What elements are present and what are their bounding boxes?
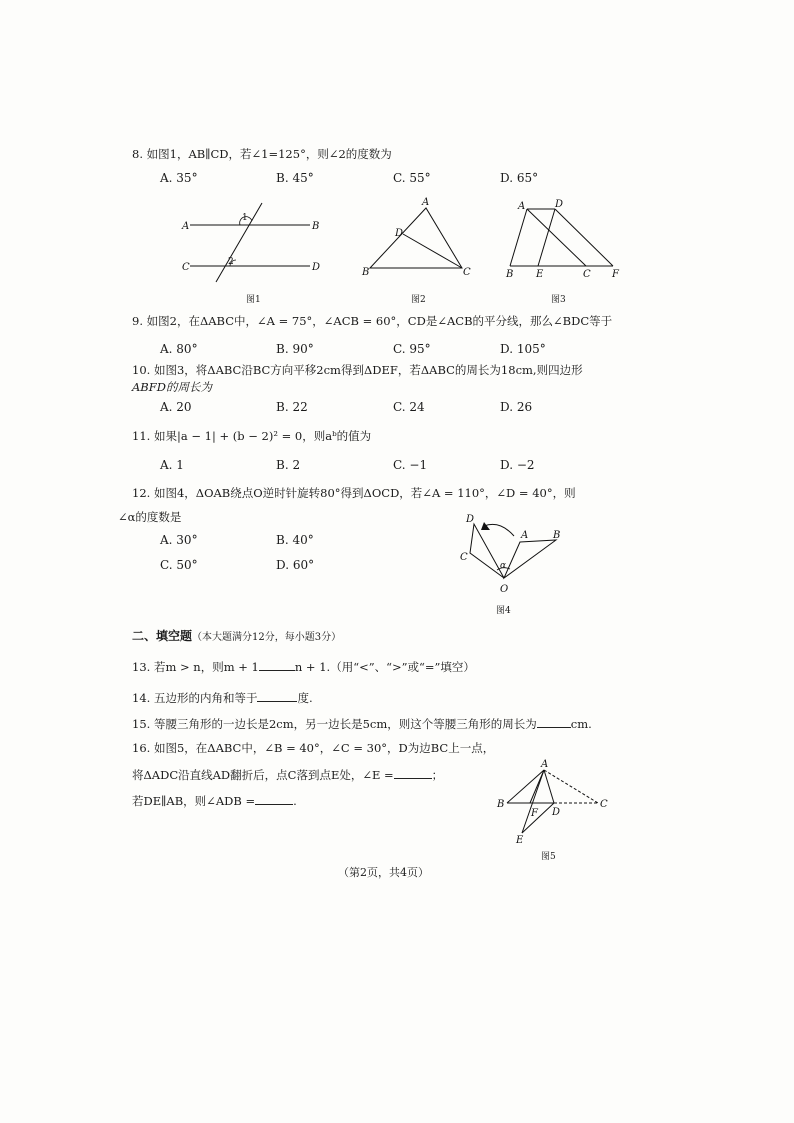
q16-angle-e-blank[interactable] (394, 766, 432, 779)
fig3-label-e: E (536, 269, 544, 280)
fig4-label-c: C (460, 552, 468, 563)
fig3-label-d: D (555, 199, 564, 210)
q16-angle-adb-blank[interactable] (255, 792, 293, 805)
q8-option-b: B. 45° (276, 171, 314, 185)
fig1-label-2: 2 (228, 257, 234, 267)
fig2-caption: 图2 (411, 295, 426, 305)
fig2-label-d: D (395, 228, 404, 239)
q16-line1: 16. 如图5，在ΔABC中，∠B = 40°，∠C = 30°，D为边BC上一点， (132, 741, 495, 755)
fig1-label-1: 1 (242, 213, 248, 223)
fig2-label-c: C (463, 267, 471, 278)
q10-stem-line2: ABFD的周长为 (132, 380, 212, 394)
fig4-caption: 图4 (496, 606, 511, 616)
fig3-label-f: F (612, 269, 619, 280)
fig5-label-f: F (531, 808, 538, 819)
fig4-label-a: A (521, 530, 529, 541)
q9-stem: 9. 如图2，在ΔABC中，∠A = 75°，∠ACB = 60°，CD是∠ACB的平分线，那么∠BDC等于 (132, 314, 613, 328)
q13-after: n + 1.（用“<”、“>”或“=”填空） (294, 660, 475, 674)
q12-stem-line2: ∠α的度数是 (118, 510, 182, 524)
q16-line2 (132, 766, 443, 783)
q10-option-b: B. 22 (276, 400, 308, 414)
fig1-caption: 图1 (246, 295, 261, 305)
fig4-label-o: O (500, 584, 509, 595)
q12-option-d: D. 60° (276, 558, 315, 572)
q13-answer-blank[interactable] (259, 658, 295, 671)
q13 (132, 658, 475, 675)
q12-option-c: C. 50° (160, 558, 198, 572)
q9-option-d: D. 105° (500, 342, 546, 356)
q15-before: 15. 等腰三角形的一边长是2cm，另一边长是5cm，则这个等腰三角形的周长为 (132, 717, 537, 731)
fig5-label-e: E (516, 835, 524, 846)
fig4-label-alpha: α (500, 561, 507, 571)
q9-option-b: B. 90° (276, 342, 314, 356)
fig4-label-d: D (466, 514, 475, 525)
fig1-label-a: A (182, 221, 190, 232)
fig1-label-d: D (312, 262, 321, 273)
q9-option-c: C. 95° (393, 342, 431, 356)
q13-before: 13. 若m > n，则m + 1 (132, 660, 259, 674)
q9-option-a: A. 80° (160, 342, 198, 356)
q11-option-d: D. −2 (500, 458, 535, 472)
q15-answer-blank[interactable] (537, 715, 571, 728)
fig2-label-b: B (362, 267, 370, 278)
fig5-caption: 图5 (541, 852, 556, 862)
fig3-caption: 图3 (551, 295, 566, 305)
q8-option-c: C. 55° (393, 171, 431, 185)
q14-answer-blank[interactable] (257, 689, 297, 702)
fig1-label-b: B (312, 221, 320, 232)
q10-option-a: A. 20 (160, 400, 192, 414)
fig5-label-b: B (497, 799, 505, 810)
fig5-label-c: C (600, 799, 608, 810)
q12-option-b: B. 40° (276, 533, 314, 547)
page-footer: （第2页，共4页） (338, 866, 429, 879)
q16-line3 (132, 792, 297, 809)
q14 (132, 689, 313, 706)
fig5-label-d: D (552, 807, 561, 818)
fig2-label-a: A (422, 197, 430, 208)
q16-line3-before: 若DE∥AB，则∠ADB = (132, 794, 256, 808)
section-2-title: 二、填空题 (132, 629, 193, 643)
q14-before: 14. 五边形的内角和等于 (132, 691, 258, 705)
q8-stem: 8. 如图1，AB∥CD，若∠1=125°，则∠2的度数为 (132, 147, 392, 161)
q10-option-c: C. 24 (393, 400, 425, 414)
q16-line3-after: . (293, 794, 297, 808)
fig3-label-b: B (506, 269, 514, 280)
section-2-note: （本大题满分12分，每小题3分） (192, 632, 342, 643)
q15 (132, 715, 592, 732)
q10-stem-line1: 10. 如图3，将ΔABC沿BC方向平移2cm得到ΔDEF，若ΔABC的周长为18cm,则四边形 (132, 363, 583, 377)
q11-stem: 11. 如果|a − 1| + (b − 2)² = 0，则aᵇ的值为 (132, 429, 372, 443)
fig1-label-c: C (182, 262, 190, 273)
q16-line2-after: ； (431, 768, 444, 782)
q8-option-a: A. 35° (160, 171, 198, 185)
q15-after: cm. (570, 717, 592, 731)
fig4-label-b: B (553, 530, 561, 541)
q11-option-b: B. 2 (276, 458, 301, 472)
q8-option-d: D. 65° (500, 171, 539, 185)
fig3-label-a: A (518, 201, 526, 212)
q12-stem-line1: 12. 如图4，ΔOAB绕点O逆时针旋转80°得到ΔOCD，若∠A = 110°，∠D = 40°，则 (132, 486, 576, 500)
section-2-heading (132, 627, 341, 644)
q16-line2-before: 将ΔADC沿直线AD翻折后，点C落到点E处，∠E = (132, 768, 394, 782)
q14-after: 度. (297, 691, 313, 705)
fig3-label-c: C (583, 269, 591, 280)
q10-option-d: D. 26 (500, 400, 533, 414)
fig5-label-a: A (541, 759, 549, 770)
q11-option-a: A. 1 (160, 458, 184, 472)
q11-option-c: C. −1 (393, 458, 428, 472)
q12-option-a: A. 30° (160, 533, 198, 547)
